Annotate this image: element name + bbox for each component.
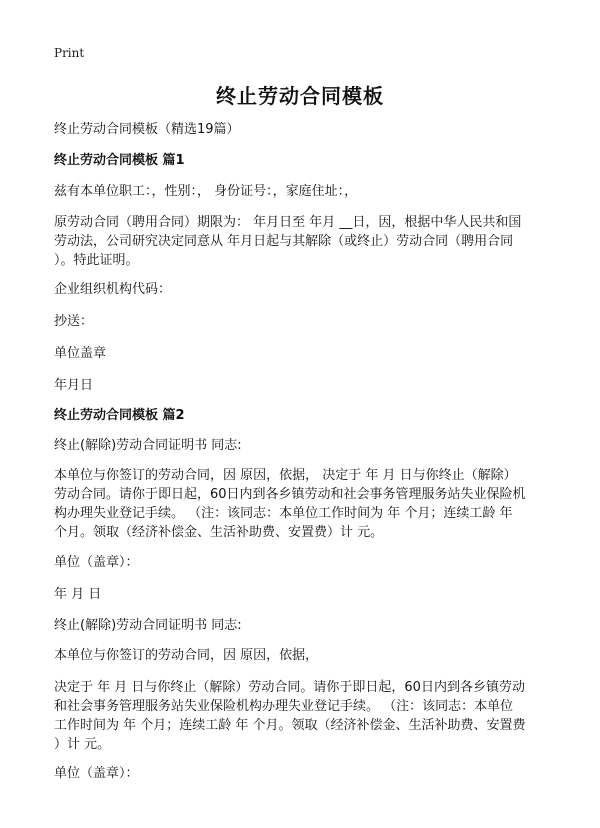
date-line: 年月日: [54, 378, 94, 393]
print-link[interactable]: Print: [54, 46, 85, 60]
paragraph-line: 本单位与你签订的劳动合同，因 原因，依据， 决定于 年 月 日与你终止（解除）: [54, 468, 517, 483]
contract-term-paragraph: [54, 213, 554, 270]
section-1-heading: 终止劳动合同模板 篇1: [54, 153, 185, 168]
paragraph-line: ）。特此证明。: [54, 253, 139, 268]
document-subtitle: 终止劳动合同模板（精选19篇）: [54, 122, 240, 137]
section-2-heading: 终止劳动合同模板 篇2: [54, 408, 185, 423]
paragraph-line: 原劳动合同（聘用合同）期限为： 年月日至 年月 __日，因，根据中华人民共和国: [54, 215, 522, 230]
page-title: 终止劳动合同模板: [216, 84, 384, 108]
employee-info-line: 兹有本单位职工：，性别：， 身份证号：，家庭住址：，: [54, 184, 358, 199]
paragraph-line: 和社会事务管理服务站失业保险机构办理失业登记手续。 （注：该同志：本单位: [54, 699, 514, 714]
termination-paragraph-1: [54, 466, 554, 542]
paragraph-line: 个月。领取（经济补偿金、生活补助费、安置费）计 元。: [54, 525, 384, 540]
paragraph-line: 构办理失业登记手续。 （注：该同志：本单位工作时间为 年 个月；连续工龄 年: [54, 506, 513, 521]
seal-line: 单位盖章: [54, 346, 107, 361]
certificate-line-2: 终止(解除)劳动合同证明书 同志:: [54, 618, 242, 633]
org-code-line: 企业组织机构代码：: [54, 282, 172, 297]
termination-paragraph-2: 本单位与你签订的劳动合同，因 原因，依据，: [54, 648, 319, 663]
seal-line-3: 单位（盖章）：: [54, 766, 139, 781]
termination-paragraph-3: [54, 678, 554, 754]
paragraph-line: 工作时间为 年 个月；连续工龄 年 个月。领取（经济补偿金、生活补助费、安置费: [54, 718, 526, 733]
paragraph-line: ）计 元。: [54, 737, 111, 752]
paragraph-line: 劳动合同。请你于即日起，60日内到各乡镇劳动和社会事务管理服务站失业保险机: [54, 487, 526, 502]
paragraph-line: 决定于 年 月 日与你终止（解除）劳动合同。请你于即日起，60日内到各乡镇劳动: [54, 680, 525, 695]
date-line-2: 年 月 日: [54, 587, 102, 602]
paragraph-line: 劳动法，公司研究决定同意从 年月日起与其解除（或终止）劳动合同（聘用合同: [54, 234, 514, 249]
certificate-line-1: 终止(解除)劳动合同证明书 同志:: [54, 438, 242, 453]
seal-line-2: 单位（盖章）：: [54, 555, 139, 570]
cc-line: 抄送：: [54, 314, 94, 329]
